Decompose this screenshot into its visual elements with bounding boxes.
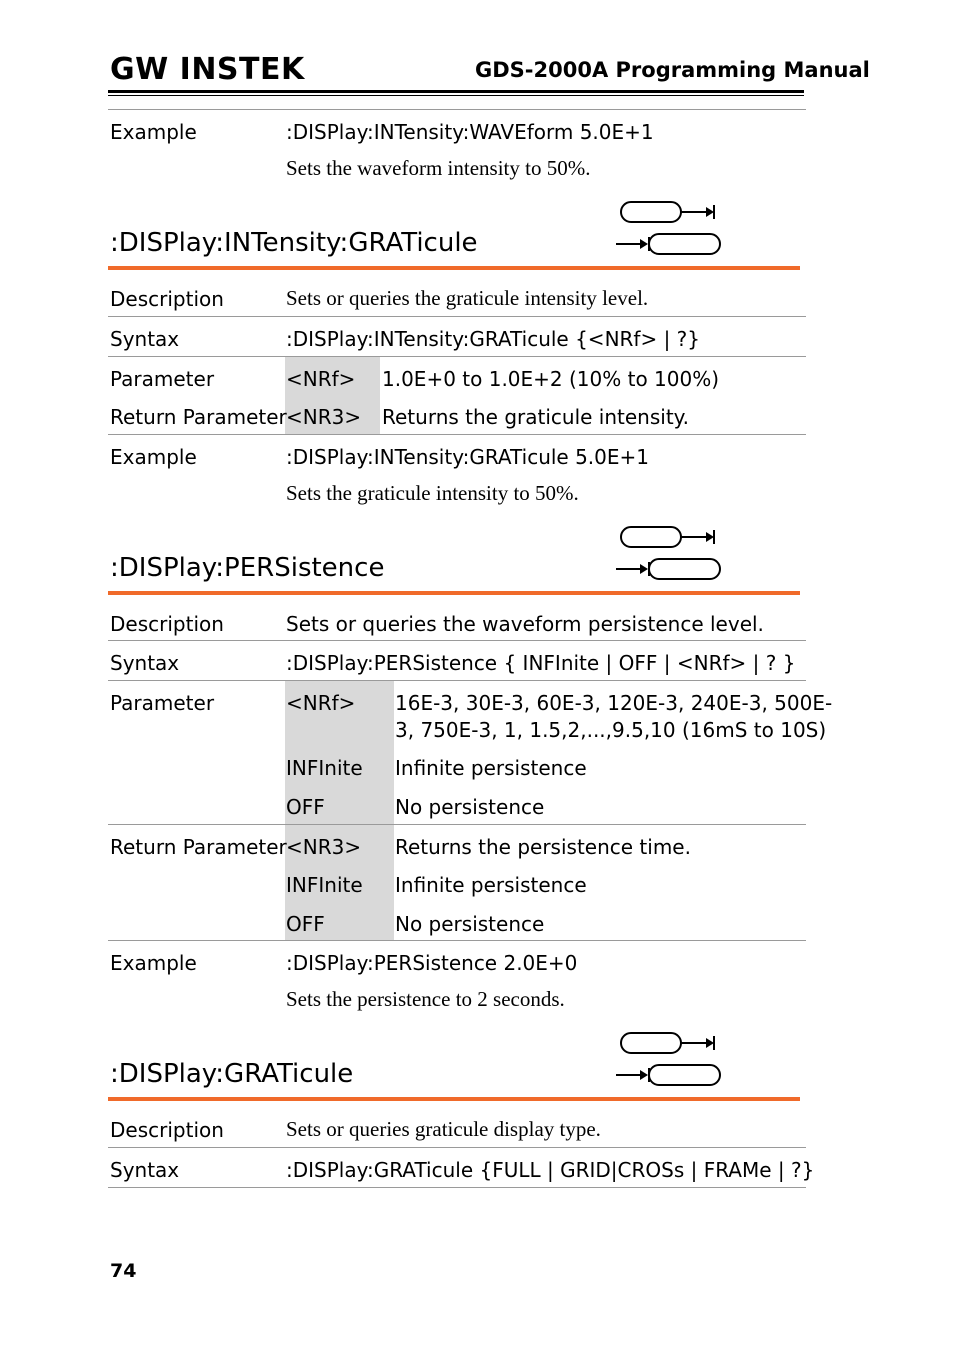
parameter-desc: 16E-3, 30E-3, 60E-3, 120E-3, 240E-3, 500E- [395, 691, 833, 715]
description-text: Sets or queries the waveform persistence level. [286, 612, 764, 636]
parameter-desc: Infinite persistence [395, 756, 587, 780]
parameter-desc: 3, 750E-3, 1, 1.5,2,...,9.5,10 (16mS to 10S) [395, 718, 827, 742]
divider [108, 434, 806, 435]
syntax-label: Syntax [110, 327, 180, 351]
example-command: :DISPlay:PERSistence 2.0E+0 [286, 951, 578, 975]
divider [108, 356, 806, 357]
return-parameter-label: Return Parameter [110, 405, 287, 429]
divider [108, 640, 806, 641]
syntax-label: Syntax [110, 1158, 180, 1182]
example-label: Example [110, 445, 197, 469]
section-title-graticule-intensity: :DISPlay:INTensity:GRATicule [110, 228, 478, 258]
example-note: Sets the graticule intensity to 50%. [286, 481, 579, 505]
gw-instek-logo-icon [110, 50, 305, 87]
manual-title: GDS-2000A Programming Manual [475, 58, 870, 82]
gw-instek-logo [110, 50, 305, 92]
parameter-type: INFInite [286, 756, 363, 780]
set-query-icon [612, 198, 724, 260]
parameter-desc: No persistence [395, 795, 545, 819]
divider [108, 1147, 806, 1148]
divider [108, 940, 806, 941]
divider [108, 316, 806, 317]
parameter-label: Parameter [110, 691, 215, 715]
syntax-text: :DISPlay:INTensity:GRATicule {<NRf> | ?} [286, 327, 701, 351]
example-command: :DISPlay:INTensity:WAVEform 5.0E+1 [286, 120, 654, 144]
divider [108, 680, 806, 681]
return-type: <NR3> [286, 835, 362, 859]
example-note: Sets the waveform intensity to 50%. [286, 156, 591, 180]
description-text: Sets or queries the graticule intensity level. [286, 286, 649, 310]
syntax-text: :DISPlay:PERSistence { INFInite | OFF | <NRf> | ? } [286, 651, 796, 675]
return-desc: Infinite persistence [395, 873, 587, 897]
return-type: OFF [286, 912, 325, 936]
header-rule-thin [108, 95, 804, 96]
divider [108, 109, 806, 110]
section-rule [108, 1097, 800, 1101]
page-number: 74 [110, 1260, 137, 1282]
parameter-label: Parameter [110, 367, 215, 391]
parameter-type: <NRf> [286, 367, 356, 391]
example-command: :DISPlay:INTensity:GRATicule 5.0E+1 [286, 445, 650, 469]
example-label: Example [110, 120, 197, 144]
return-desc: Returns the graticule intensity. [382, 405, 690, 429]
return-desc: Returns the persistence time. [395, 835, 691, 859]
return-type: <NR3> [286, 405, 362, 429]
section-rule [108, 591, 800, 595]
section-title-persistence: :DISPlay:PERSistence [110, 553, 385, 583]
return-type: INFInite [286, 873, 363, 897]
divider [108, 824, 806, 825]
syntax-label: Syntax [110, 651, 180, 675]
set-query-icon [612, 523, 724, 585]
parameter-type: OFF [286, 795, 325, 819]
syntax-text: :DISPlay:GRATicule {FULL | GRID|CROSs | FRAMe | ?} [286, 1158, 815, 1182]
description-label: Description [110, 612, 224, 636]
header-rule-thick [108, 90, 804, 93]
section-title-graticule: :DISPlay:GRATicule [110, 1059, 354, 1089]
parameter-type: <NRf> [286, 691, 356, 715]
description-text: Sets or queries graticule display type. [286, 1117, 601, 1141]
return-desc: No persistence [395, 912, 545, 936]
divider [108, 1187, 806, 1188]
example-label: Example [110, 951, 197, 975]
return-parameter-label: Return Parameter [110, 835, 287, 859]
description-label: Description [110, 1118, 224, 1142]
description-label: Description [110, 287, 224, 311]
section-rule [108, 266, 800, 270]
parameter-desc: 1.0E+0 to 1.0E+2 (10% to 100%) [382, 367, 720, 391]
set-query-icon [612, 1029, 724, 1091]
example-note: Sets the persistence to 2 seconds. [286, 987, 565, 1011]
svg-text:GW INSTEK: GW INSTEK [110, 52, 305, 87]
